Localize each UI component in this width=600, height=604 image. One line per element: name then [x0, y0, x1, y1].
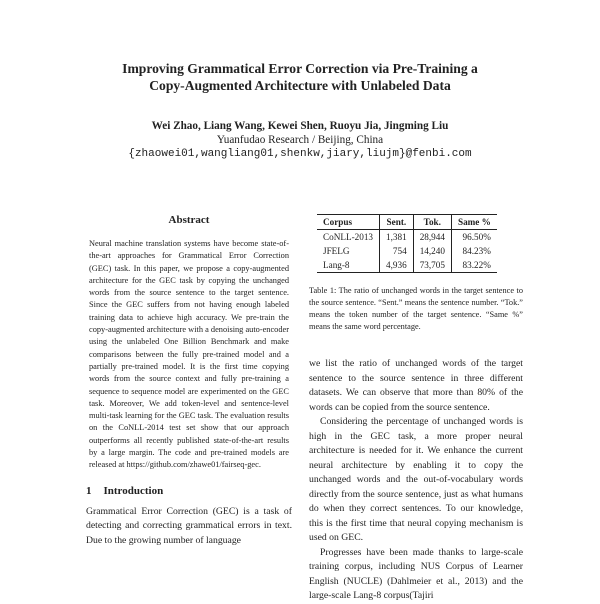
- table-cell: Lang-8: [323, 260, 350, 270]
- table-row: [317, 230, 497, 245]
- right-body-text: [309, 357, 523, 604]
- table-header: Same %: [451, 215, 496, 230]
- table-header: Tok.: [413, 215, 451, 230]
- table-cell: 754: [380, 244, 414, 258]
- introduction-text: Grammatical Error Correction (GEC) is a task of detecting and correcting grammatical errors in text. Due to the growing number of language: [86, 505, 292, 546]
- title-line-1: Improving Grammatical Error Correction via Pre-Training a: [122, 61, 478, 76]
- table-row: [317, 244, 497, 258]
- table-row: [317, 258, 497, 273]
- abstract-text: Neural machine translation systems have become state-of-the-art approaches for Grammatical Error Correction (GEC) task. In this paper, we propose a copy-augmented architecture for the GEC task by copying the unchanged words from the source sentence to the target sentence. Since the GEC suffers from not having enough labeled training data to achieve high accuracy. We pre-train the copy-augmented architecture with a denoising auto-encoder using the unlabeled One Billion Benchmark and make comparisons between the fully pre-trained model and a partially pre-trained model. It is the first time copying words from the source context and fully pre-training a sequence to sequence model are experimented on the GEC task. Moreover, We add token-level and sentence-level multi-task learning for the GEC task. The evaluation results on the CoNLL-2014 test set show that our approach outperforms all recently published state-of-the-art results by a large margin. The code and pre-trained models are released at https://github.com/zhawe01/fairseq-gec.: [89, 239, 289, 470]
- corpus-table: [317, 214, 497, 273]
- table-cell: 96.50%: [451, 230, 496, 245]
- table-cell: 14,240: [413, 244, 451, 258]
- table-cell: CoNLL-2013: [323, 232, 374, 242]
- table-cell: 4,936: [380, 258, 414, 273]
- author-names: Wei Zhao, Liang Wang, Kewei Shen, Ruoyu Jia, Jingming Liu: [151, 120, 449, 132]
- title-line-2: Copy-Augmented Architecture with Unlabeled Data: [149, 78, 451, 93]
- table-cell: 73,705: [413, 258, 451, 273]
- section-title: Introduction: [103, 484, 164, 497]
- table-cell: 84.23%: [451, 244, 496, 258]
- table-cell: 1,381: [380, 230, 414, 245]
- paragraph: Considering the percentage of unchanged words is high in the GEC task, a more proper neural architecture is needed for it. We enhance the current neural architecture by enabling it to copy the unchanged words and the out-of-vocabulary words directly from the source sentence, just as what humans do when they correct sentences. To our knowledge, this is the first time that neural copying mechanism is used on GEC.: [309, 416, 523, 543]
- table-cell: 28,944: [413, 230, 451, 245]
- section-number: 1: [86, 484, 92, 497]
- table-cell: 83.22%: [451, 258, 496, 273]
- paragraph: we list the ratio of unchanged words of the target sentence to the source sentence in three different datasets. We can observe that more than 80% of the words can be copied from the source sentence.: [309, 358, 523, 413]
- table-header: Sent.: [380, 215, 414, 230]
- table-cell: JFELG: [323, 246, 350, 256]
- abstract-heading: Abstract: [168, 214, 210, 226]
- right-column: [309, 210, 523, 604]
- table-caption: Table 1: The ratio of unchanged words in the target sentence to the source sentence. “Sent.” means the sentence number. “Tok.” means the token number of the target sentence. “Same %” means the same word percentage.: [309, 286, 523, 331]
- paragraph: Progresses have been made thanks to large-scale training corpus, including NUS Corpus of Learner English (NUCLE) (Dahlmeier et al., 2013) and the large-scale Lang-8 corpus(Tajiri: [309, 546, 523, 601]
- left-column: [86, 214, 292, 548]
- affiliation: Yuanfudao Research / Beijing, China: [216, 134, 384, 146]
- table-header-row: [317, 215, 497, 230]
- table-header: Corpus: [317, 215, 380, 230]
- author-emails: {zhaowei01,wangliang01,shenkw,jiary,liujm}@fenbi.com: [128, 148, 472, 160]
- author-block: [0, 119, 600, 161]
- section-heading: [86, 485, 292, 497]
- paper-title: [0, 60, 600, 94]
